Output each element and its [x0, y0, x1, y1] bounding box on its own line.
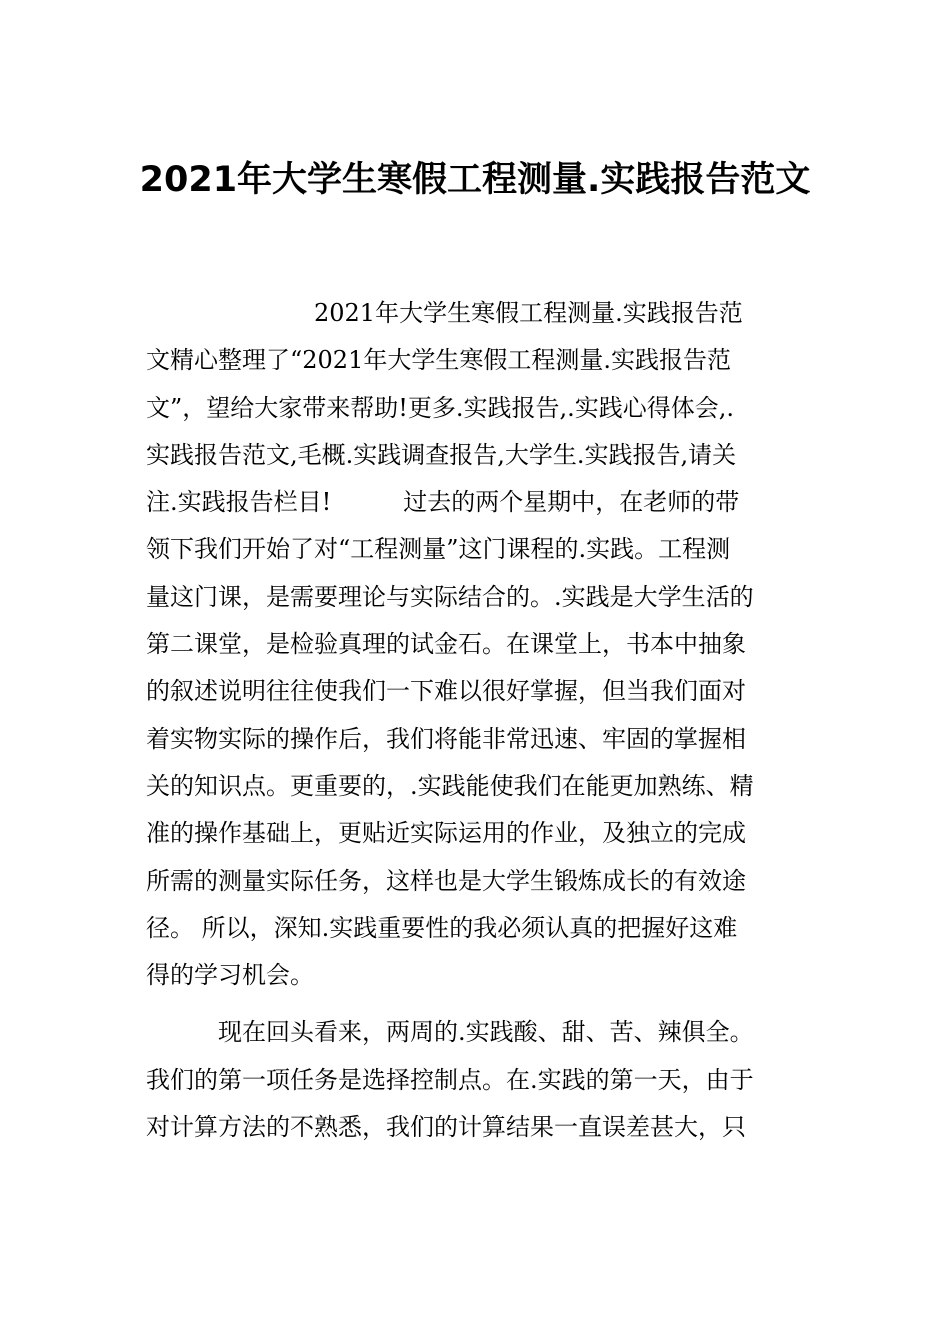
paragraph-line: 注.实践报告栏目! 过去的两个星期中，在老师的带 [146, 488, 740, 517]
paragraph-line: 的叙述说明往往使我们一下难以很好掌握，但当我们面对 [146, 677, 746, 706]
document-body [146, 290, 806, 1151]
paragraph-line: 实践报告范文,毛概.实践调查报告,大学生.实践报告,请关 [146, 440, 737, 469]
paragraph-gap [146, 999, 806, 1009]
paragraph-line: 着实物实际的操作后，我们将能非常迅速、牢固的掌握相 [146, 724, 746, 753]
paragraph-line: 对计算方法的不熟悉，我们的计算结果一直误差甚大，只 [146, 1113, 746, 1142]
paragraph-line: 关的知识点。更重要的，.实践能使我们在能更加熟练、精 [146, 771, 754, 800]
paragraph-line: 2021年大学生寒假工程测量.实践报告范 [146, 299, 743, 327]
paragraph-line: 文”，望给大家带来帮助!更多.实践报告,.实践心得体会,. [146, 393, 735, 422]
paragraph-line: 径。 所以，深知.实践重要性的我必须认真的把握好这难 [146, 913, 738, 942]
document-title: 2021年大学生寒假工程测量.实践报告范文 [139, 160, 811, 200]
paragraph-line: 得的学习机会。 [146, 961, 314, 990]
paragraph-line: 第二课堂，是检验真理的试金石。在课堂上，书本中抽象 [146, 630, 746, 659]
paragraph-line: 所需的测量实际任务，这样也是大学生锻炼成长的有效途 [146, 866, 746, 895]
paragraph-line: 量这门课，是需要理论与实际结合的。.实践是大学生活的 [146, 582, 754, 611]
paragraph-line: 准的操作基础上，更贴近实际运用的作业，及独立的完成 [146, 819, 746, 848]
paragraph-line: 我们的第一项任务是选择控制点。在.实践的第一天，由于 [146, 1065, 754, 1094]
paragraph-line: 现在回头看来，两周的.实践酸、甜、苦、辣俱全。 [146, 1018, 754, 1047]
paragraph-line: 领下我们开始了对“工程测量”这门课程的.实践。工程测 [146, 535, 731, 564]
paragraph-line: 文精心整理了“2021年大学生寒假工程测量.实践报告范 [146, 346, 731, 375]
